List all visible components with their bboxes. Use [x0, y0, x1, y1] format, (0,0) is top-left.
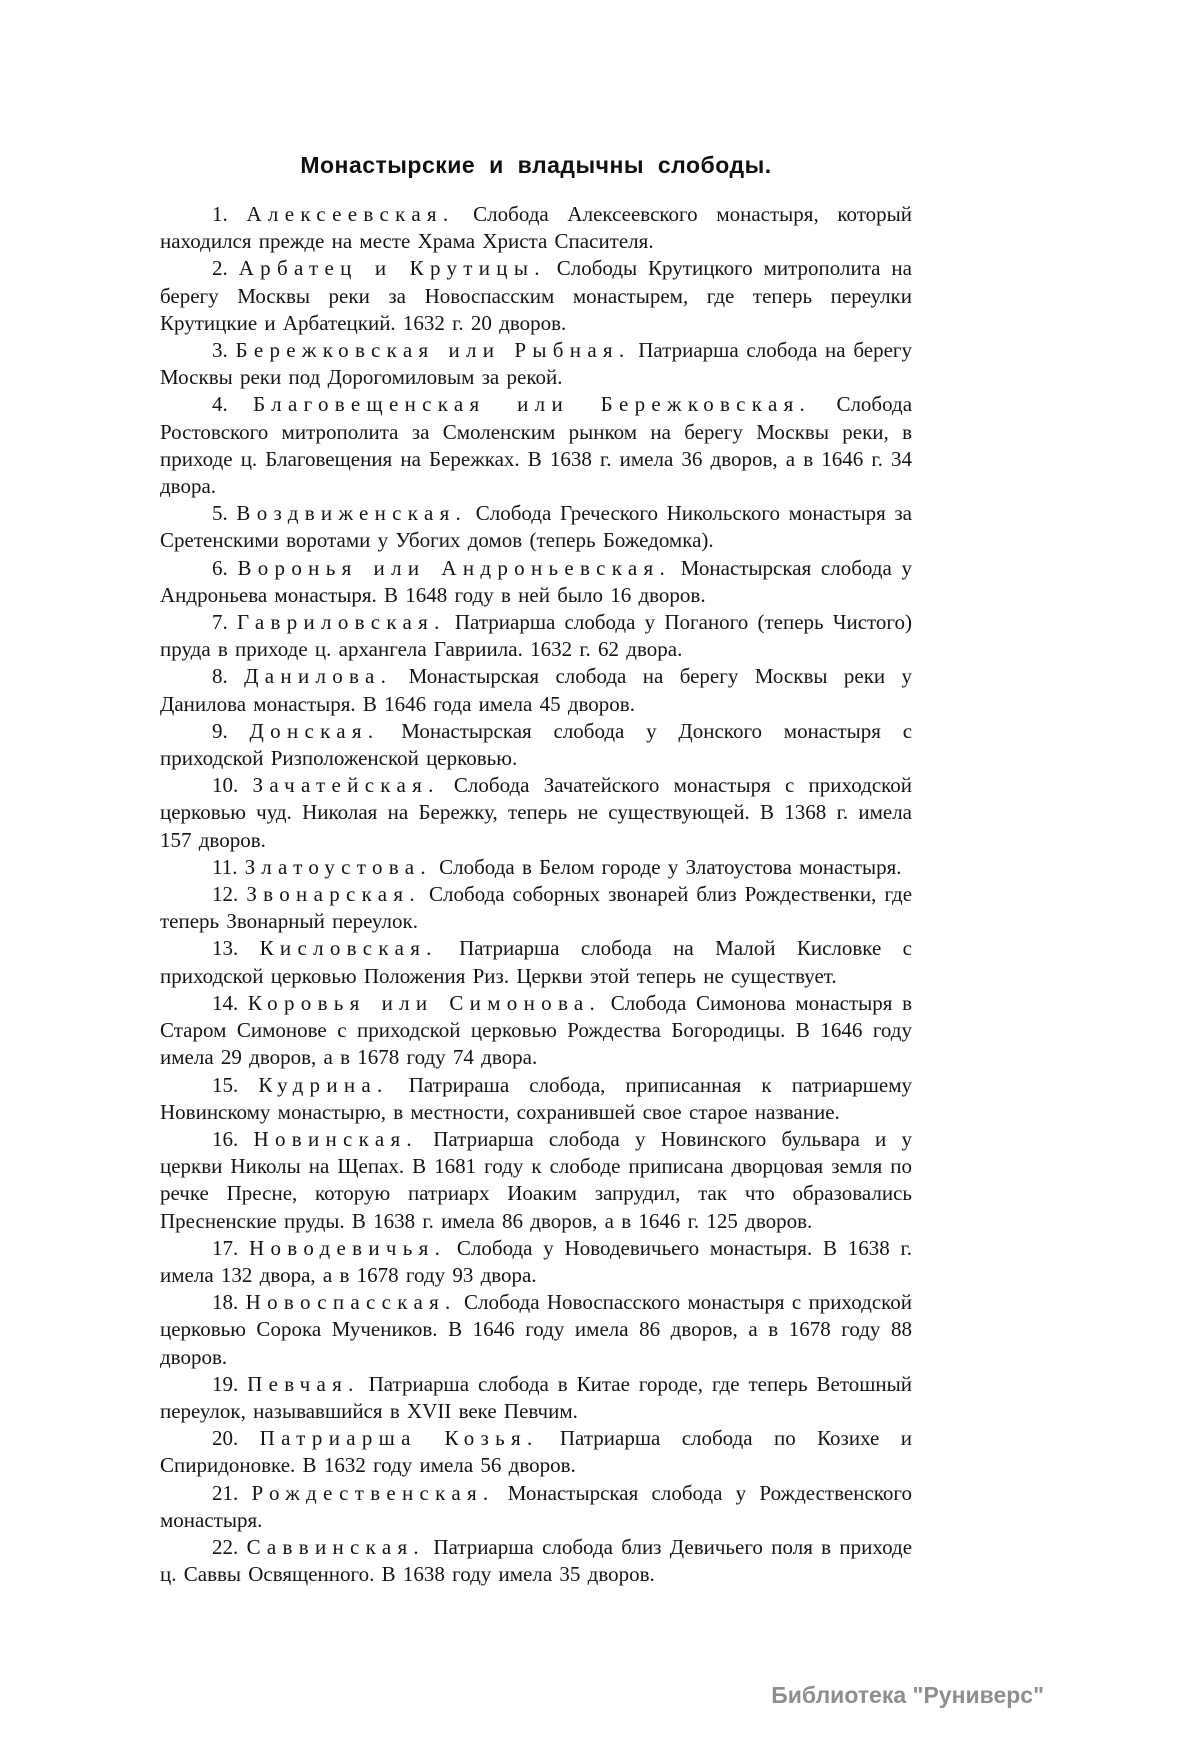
entry-paragraph	[160, 881, 912, 935]
entry-number: 17.	[212, 1235, 239, 1260]
entry-name: Воронья или Андроньевская.	[237, 555, 672, 580]
entry-paragraph	[160, 935, 912, 989]
entry-name: Певчая.	[247, 1371, 360, 1396]
entry-paragraph	[160, 391, 912, 500]
page-title: Монастырские и владычны слободы.	[300, 152, 772, 178]
entry-name: Новинская.	[253, 1126, 418, 1151]
entry-text: Монастырская слобода у Донского монастыря с приходской Ризположенской церковью.	[160, 718, 913, 771]
entry-number: 22.	[212, 1534, 239, 1559]
entries-list	[160, 201, 912, 1588]
entry-name: Арбатец и Крутицы.	[238, 256, 546, 281]
entry-name: Благовещенская или Бережковская.	[253, 392, 812, 417]
entry-paragraph	[160, 854, 912, 881]
entry-text: Слобода Греческого Никольского монастыря за Сретенскими воротами у Убогих домов (теперь Божедомка).	[160, 501, 913, 553]
entry-text: Патриарша слобода у Поганого (теперь Чистого) пруда в приходе ц. архангела Гавриила. 1632 г. 62 двора.	[160, 610, 913, 662]
entry-paragraph	[160, 555, 912, 609]
text-block	[160, 152, 912, 1588]
entry-text: Монастырская слобода на берегу Москвы реки у Данилова монастыря. В 1646 года имела 45 дворов.	[160, 664, 913, 716]
entry-paragraph	[160, 201, 912, 255]
entry-paragraph	[160, 772, 912, 854]
entry-name: Зачатейская.	[252, 773, 440, 798]
entry-number: 6.	[212, 555, 228, 580]
entry-paragraph	[160, 500, 912, 554]
entry-number: 15.	[212, 1072, 239, 1097]
entry-paragraph	[160, 609, 912, 663]
entry-number: 3.	[212, 338, 228, 363]
entry-text: Слободы Крутицкого митрополита на берегу Москвы реки за Новоспасским монастырем, где теперь переулки Крутицкие и Арбатецкий. 1632 г. 20 дворов.	[160, 256, 912, 335]
entry-number: 21.	[212, 1480, 239, 1505]
entry-name: Патриарша Козья.	[259, 1426, 539, 1451]
entry-name: Коровья или Симонова.	[247, 990, 602, 1015]
entry-paragraph	[160, 1235, 912, 1289]
entry-name: Алексеевская.	[246, 202, 455, 226]
entry-number: 5.	[212, 501, 228, 526]
entry-number: 13.	[212, 936, 239, 961]
entry-name: Новодевичья.	[249, 1235, 447, 1260]
entry-paragraph	[160, 1480, 912, 1534]
entry-number: 12.	[212, 882, 239, 907]
entry-text: Монастырская слобода у Андроньева монастыря. В 1648 году в ней было 16 дворов.	[160, 555, 913, 607]
entry-paragraph	[160, 255, 912, 337]
entry-name: Данилова.	[244, 664, 393, 689]
entry-number: 9.	[212, 718, 228, 743]
entry-paragraph	[160, 1534, 912, 1588]
entry-paragraph	[160, 718, 912, 772]
entry-name: Златоустова.	[244, 854, 432, 879]
entry-text: Патриарша слобода близ Девичьего поля в приходе ц. Саввы Освященного. В 1638 году имела 35 дворов.	[160, 1534, 913, 1587]
entry-number: 4.	[212, 392, 228, 417]
entry-text: Слобода в Белом городе у Златоустова монастыря.	[439, 854, 902, 879]
entry-number: 18.	[212, 1290, 239, 1315]
entry-name: Саввинская.	[246, 1534, 425, 1559]
entry-name: Кудрина.	[258, 1072, 389, 1097]
entry-text: Слобода у Новодевичьего монастыря. В 1638 г. имела 132 двора, а в 1678 году 93 двора.	[160, 1235, 912, 1287]
entry-text: Патрираша слобода, приписанная к патриаршему Новинскому монастырю, в местности, сохранившей свое старое название.	[160, 1072, 912, 1124]
entry-text: Патриарша слобода на берегу Москвы реки под Дорогомиловым за рекой.	[160, 338, 913, 390]
entry-paragraph	[160, 1371, 912, 1425]
entry-text: Патриарша слобода у Новинского бульвара и у церкви Николы на Щепах. В 1681 году к слободе приписана дворцовая земля по речке Пресне, которую патриарх Иоаким запрудил, так что образовались Пресненские пруды. В 1638 г. имела 86 дворов, а в 1646 г. 125 дворов.	[160, 1126, 913, 1233]
entry-number: 7.	[212, 610, 228, 635]
entry-text: Слобода Ростовского митрополита за Смоленским рынком на берегу Москвы реки, в приходе ц. Благовещения на Бережках. В 1638 г. имела 36 дворов, а в 1646 г. 34 двора.	[160, 392, 913, 499]
entry-text: Слобода Новоспасского монастыря с приходской церковью Сорока Мучеников. В 1646 году имела 86 дворов, а в 1678 году 88 дворов.	[160, 1290, 913, 1369]
entry-paragraph	[160, 1126, 912, 1235]
entry-number: 1.	[212, 202, 228, 226]
entry-paragraph	[160, 990, 912, 1072]
entry-number: 19.	[212, 1371, 239, 1396]
entry-number: 16.	[212, 1126, 239, 1151]
entry-paragraph	[160, 1072, 912, 1126]
entry-paragraph	[160, 663, 912, 717]
entry-number: 20.	[212, 1426, 239, 1451]
entry-name: Бережковская или Рыбная.	[235, 338, 631, 363]
entry-text: Слобода Симонова монастыря в Старом Симонове с приходской церковью Рождества Богородицы. В 1646 году имела 29 дворов, а в 1678 году 74 двора.	[160, 990, 913, 1070]
entry-text: Патриарша слобода на Малой Кисловке с приходской церковью Положения Риз. Церкви этой теперь не существует.	[160, 936, 912, 988]
entry-number: 11.	[212, 854, 238, 879]
entry-paragraph	[160, 1425, 912, 1479]
entry-number: 2.	[212, 256, 228, 281]
entry-paragraph	[160, 337, 912, 391]
entry-number: 8.	[212, 664, 228, 689]
entry-paragraph	[160, 1289, 912, 1371]
entry-text: Монастырская слобода у Рождественского монастыря.	[160, 1480, 912, 1532]
entry-text: Слобода Алексеевского монастыря, который находился прежде на месте Храма Христа Спасителя.	[160, 202, 913, 254]
entry-text: Слобода Зачатейского монастыря с приходской церковью чуд. Николая на Бережку, теперь не существующей. В 1368 г. имела 157 дворов.	[160, 773, 913, 852]
watermark: Библиотека "Руниверс"	[771, 1682, 1044, 1708]
entry-name: Кисловская.	[259, 936, 438, 961]
entry-name: Воздвиженская.	[236, 501, 468, 526]
entry-name: Гавриловская.	[236, 610, 446, 635]
entry-name: Новоспасская.	[245, 1290, 457, 1315]
entry-name: Звонарская.	[246, 882, 421, 907]
entry-number: 14.	[212, 990, 239, 1015]
entry-text: Слобода соборных звонарей близ Рождественки, где теперь Звонарный переулок.	[160, 882, 913, 934]
entry-text: Патриарша слобода по Козихе и Спиридоновке. В 1632 году имела 56 дворов.	[160, 1426, 912, 1478]
entry-name: Рождественская.	[251, 1480, 495, 1505]
entry-text: Патриарша слобода в Китае городе, где теперь Ветошный переулок, называвшийся в XVII веке Певчим.	[160, 1371, 913, 1423]
entry-number: 10.	[212, 773, 239, 798]
entry-name: Донская.	[249, 718, 380, 743]
